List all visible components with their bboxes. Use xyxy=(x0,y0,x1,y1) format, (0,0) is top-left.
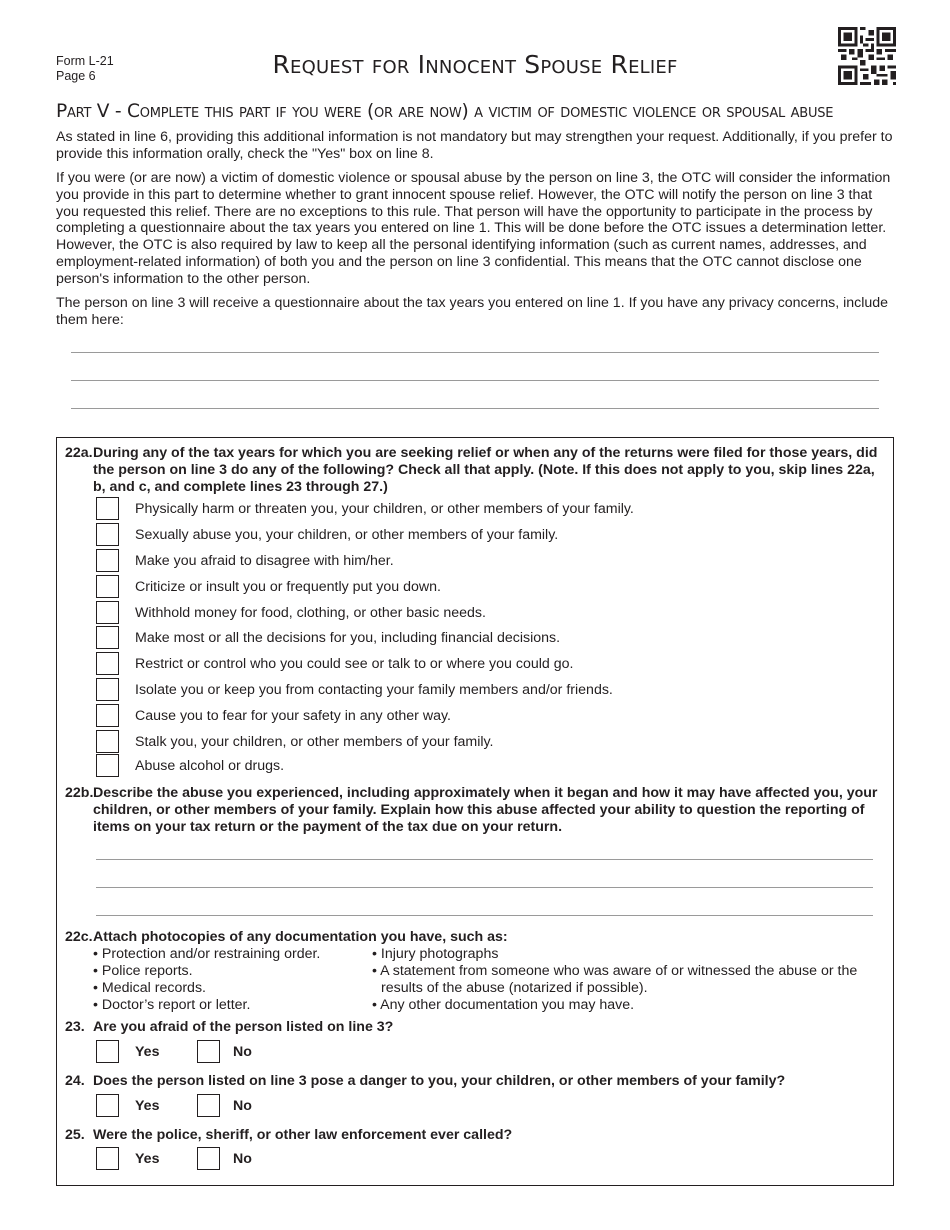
q25-yes-checkbox[interactable] xyxy=(96,1147,119,1170)
doc-item-witness-statement: • A statement from someone who was aware of or witnessed the abuse or the xyxy=(372,963,858,979)
doc-item-protection-order: • Protection and/or restraining order. xyxy=(93,946,321,962)
q24-yes-checkbox[interactable] xyxy=(96,1094,119,1117)
q24-question: Does the person listed on line 3 pose a danger to you, your children, or other members of your family? xyxy=(93,1073,786,1089)
q22a-checkbox-decisions[interactable] xyxy=(96,626,119,649)
page-title: Request for Innocent Spouse Relief xyxy=(272,50,678,79)
q22a-checkbox-stalk[interactable] xyxy=(96,730,119,753)
q22a-checkbox-fear-safety[interactable] xyxy=(96,704,119,727)
q24-number: 24. xyxy=(65,1073,85,1089)
q22a-number: 22a. xyxy=(65,445,93,461)
q25-no-checkbox[interactable] xyxy=(197,1147,220,1170)
q22a-checkbox-restrict[interactable] xyxy=(96,652,119,675)
q23-no-label: No xyxy=(233,1044,252,1060)
q22a-checkbox-isolate[interactable] xyxy=(96,678,119,701)
q22a-option-afraid-disagree: Make you afraid to disagree with him/her. xyxy=(135,553,394,569)
q25-yes-label: Yes xyxy=(135,1151,160,1167)
q22a-option-withhold-money: Withhold money for food, clothing, or other basic needs. xyxy=(135,605,486,621)
q22a-option-isolate: Isolate you or keep you from contacting your family members and/or friends. xyxy=(135,682,613,698)
q22a-option-alcohol-drugs: Abuse alcohol or drugs. xyxy=(135,758,285,774)
q25-question: Were the police, sheriff, or other law enforcement ever called? xyxy=(93,1127,513,1143)
q22a-checkbox-physical-harm[interactable] xyxy=(96,497,119,520)
q23-yes-checkbox[interactable] xyxy=(96,1040,119,1063)
privacy-concerns-line-1[interactable] xyxy=(71,352,879,353)
privacy-concerns-prompt: The person on line 3 will receive a questionnaire about the tax years you entered on line 1. If you have any privacy concerns, include them here: xyxy=(56,295,889,328)
part-v-heading: Part V - Complete this part if you were (or are now) a victim of domestic violence or spousal abuse xyxy=(56,101,834,122)
q22c-question: Attach photocopies of any documentation you have, such as: xyxy=(93,929,508,945)
q24-yes-label: Yes xyxy=(135,1098,160,1114)
q23-question: Are you afraid of the person listed on line 3? xyxy=(93,1019,394,1035)
q23-number: 23. xyxy=(65,1019,85,1035)
q22a-checkbox-alcohol-drugs[interactable] xyxy=(96,754,119,777)
doc-item-injury-photos: • Injury photographs xyxy=(372,946,499,962)
q22b-answer-line-3[interactable] xyxy=(96,915,873,916)
doc-item-police-reports: • Police reports. xyxy=(93,963,193,979)
doc-item-witness-statement-cont: results of the abuse (notarized if possible). xyxy=(381,980,648,996)
qr-code xyxy=(838,27,896,85)
part-v-intro: As stated in line 6, providing this additional information is not mandatory but may strengthen your request. Additionally, if you prefer to provide this information orally, check the "Yes" box on line 8. xyxy=(56,129,893,162)
q22a-checkbox-withhold-money[interactable] xyxy=(96,601,119,624)
q22b-number: 22b. xyxy=(65,785,94,801)
q25-number: 25. xyxy=(65,1127,85,1143)
q22b-question: Describe the abuse you experienced, including approximately when it began and how it may have affected you, your children, or other members of your family. Explain how this abuse affected your ability to question the reporting of items on your tax return or the payment of the tax due on your return. xyxy=(93,785,878,835)
form-number: Form L-21 xyxy=(56,54,114,68)
q22a-option-fear-safety: Cause you to fear for your safety in any other way. xyxy=(135,708,451,724)
privacy-concerns-line-3[interactable] xyxy=(71,408,879,409)
q24-no-label: No xyxy=(233,1098,252,1114)
q23-yes-label: Yes xyxy=(135,1044,160,1060)
q22a-option-restrict: Restrict or control who you could see or talk to or where you could go. xyxy=(135,656,574,672)
q22a-question: During any of the tax years for which you are seeking relief or when any of the returns were filed for those years, did the person on line 3 do any of the following? Check all that apply. (Note. If this does not apply to you, skip lines 22a, b, and c, and complete lines 23 through 27.) xyxy=(93,445,878,495)
q22c-number: 22c. xyxy=(65,929,93,945)
q22a-checkbox-sexual-abuse[interactable] xyxy=(96,523,119,546)
q22a-option-physical-harm: Physically harm or threaten you, your children, or other members of your family. xyxy=(135,501,634,517)
q24-no-checkbox[interactable] xyxy=(197,1094,220,1117)
q22a-option-stalk: Stalk you, your children, or other members of your family. xyxy=(135,734,494,750)
q23-no-checkbox[interactable] xyxy=(197,1040,220,1063)
q22a-option-criticize: Criticize or insult you or frequently put you down. xyxy=(135,579,441,595)
doc-item-other-documentation: • Any other documentation you may have. xyxy=(372,997,635,1013)
page-number: Page 6 xyxy=(56,68,96,83)
doc-item-doctor-report: • Doctor’s report or letter. xyxy=(93,997,251,1013)
q22a-checkbox-afraid-disagree[interactable] xyxy=(96,549,119,572)
part-v-notice: If you were (or are now) a victim of domestic violence or spousal abuse by the person on line 3, the OTC will consider the information you provide in this part to determine whether to grant innocent spouse relief. However, the OTC will notify the person on line 3 that you requested this relief. There are no exceptions to this rule. That person will have the opportunity to participate in the process by completing a questionnaire about the tax years you entered on line 1. This will be done before the OTC issues a determination letter. However, the OTC is also required by law to keep all the personal identifying information (such as current names, addresses, and employment-related information) of both you and the person on line 3 confidential. This means that the OTC cannot disclose one person's information to the other person. xyxy=(56,170,891,287)
q22b-answer-line-1[interactable] xyxy=(96,859,873,860)
q25-no-label: No xyxy=(233,1151,252,1167)
q22a-option-sexual-abuse: Sexually abuse you, your children, or other members of your family. xyxy=(135,527,559,543)
doc-item-medical-records: • Medical records. xyxy=(93,980,206,996)
q22a-option-decisions: Make most or all the decisions for you, including financial decisions. xyxy=(135,630,561,646)
q22a-checkbox-criticize[interactable] xyxy=(96,575,119,598)
q22b-answer-line-2[interactable] xyxy=(96,887,873,888)
privacy-concerns-line-2[interactable] xyxy=(71,380,879,381)
